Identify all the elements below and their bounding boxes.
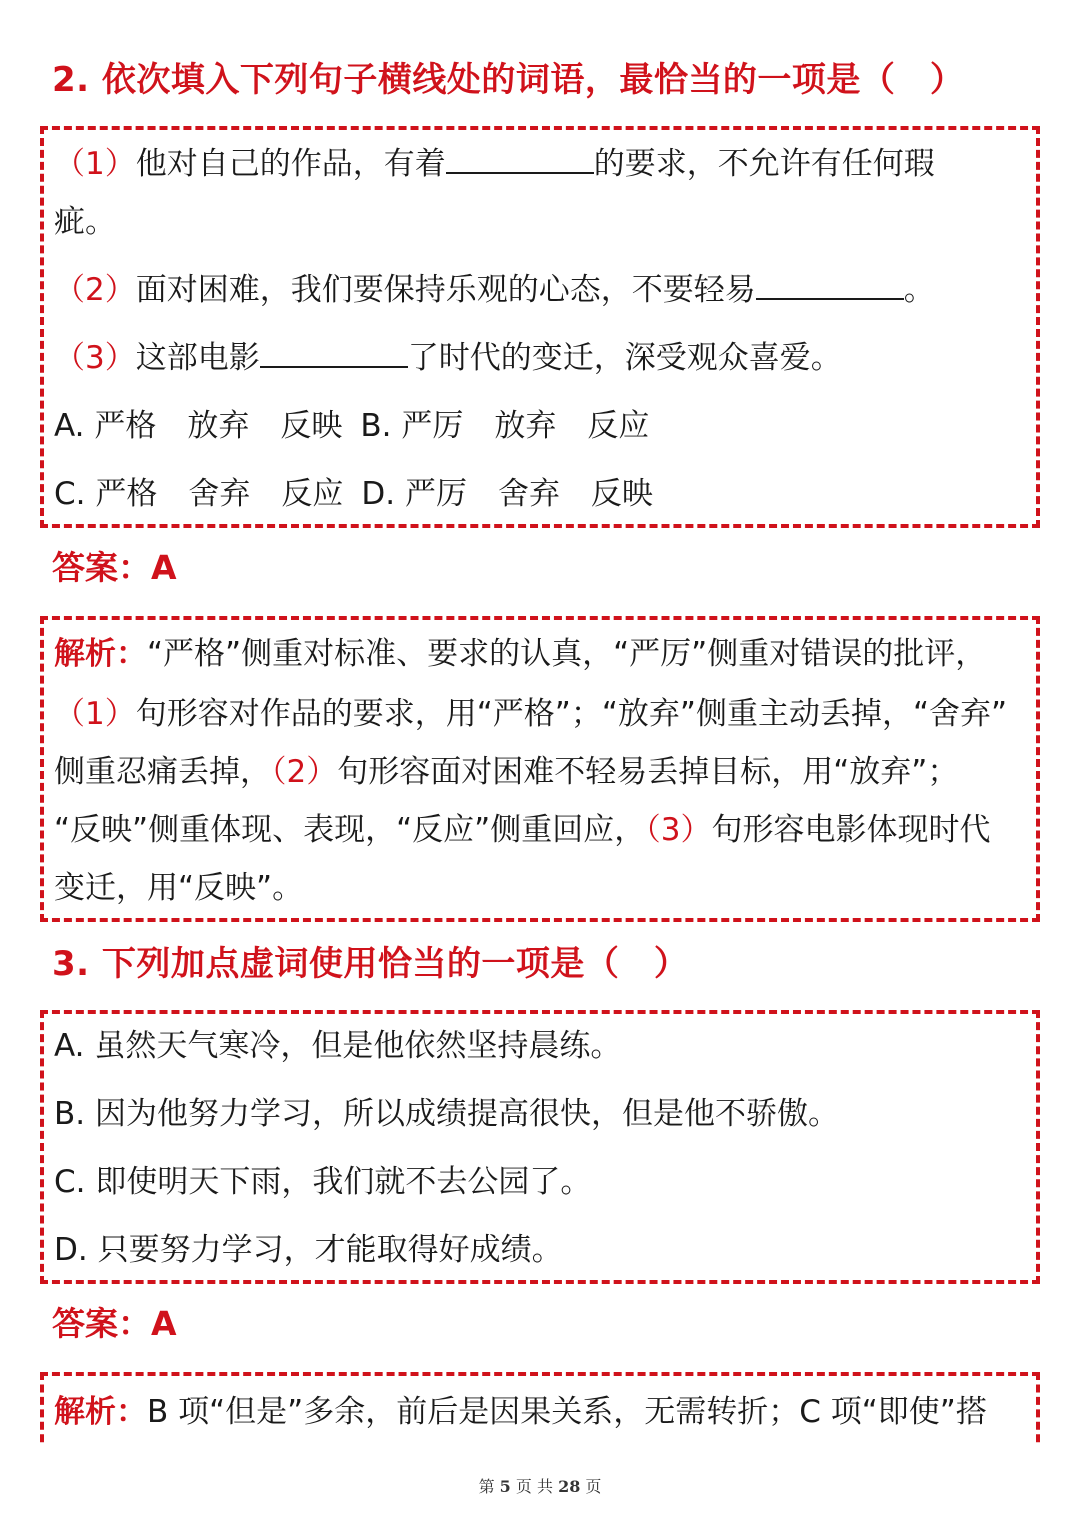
analysis-text-3b: 句形容面对困难不轻易丢掉目标，用“放弃”； <box>337 754 959 790</box>
question-3-answer: 答案：A <box>52 1304 177 1343</box>
q3-option-c: C. 即使明天下雨，我们就不去公园了。 <box>54 1164 592 1200</box>
question-2-title: 2. 依次填入下列句子横线处的词语，最恰当的一项是（ ） <box>52 60 965 100</box>
analysis-label: 解析： <box>54 636 147 672</box>
sentence-3-text-b: 了时代的变迁，深受观众喜爱。 <box>407 340 842 376</box>
analysis-line-1 <box>54 628 986 673</box>
blank-3 <box>260 338 408 368</box>
option-d: D. 严厉 舍弃 反映 <box>361 476 653 512</box>
options-row-1 <box>54 400 649 445</box>
option-b: B. 严厉 放弃 反应 <box>360 408 650 444</box>
analysis-text-4a: “反映”侧重体现、表现，“反应”侧重回应， <box>54 812 646 848</box>
sentence-2 <box>54 264 935 309</box>
question-3-title: 3. 下列加点虚词使用恰当的一项是（ ） <box>52 944 689 984</box>
analysis-line-5: 变迁，用“反映”。 <box>54 870 304 906</box>
blank-1 <box>446 144 594 174</box>
sentence-3 <box>54 332 842 377</box>
footer-suffix: 页 <box>580 1477 602 1496</box>
option-c: C. 严格 舍弃 反应 <box>54 476 344 512</box>
sentence-3-number: （3） <box>54 340 136 376</box>
sentence-1-number: （1） <box>54 146 136 182</box>
sentence-2-text-b: 。 <box>903 272 935 308</box>
sentence-2-number: （2） <box>54 272 136 308</box>
sentence-2-text-a: 面对困难，我们要保持乐观的心态，不要轻易 <box>135 272 756 308</box>
q3-option-d: D. 只要努力学习，才能取得好成绩。 <box>54 1232 563 1268</box>
q3-option-a: A. 虽然天气寒冷，但是他依然坚持晨练。 <box>54 1028 622 1064</box>
analysis-line-3 <box>54 746 958 791</box>
blank-2 <box>756 270 904 300</box>
footer-page-number: 5 <box>499 1477 511 1496</box>
analysis-text-3a: 侧重忍痛丢掉， <box>54 754 271 790</box>
footer-mid: 页 共 <box>510 1477 559 1496</box>
q3-analysis-line-1 <box>54 1386 987 1431</box>
question-2-box <box>40 126 1040 528</box>
footer-prefix: 第 <box>478 1477 500 1496</box>
analysis-line-4 <box>54 804 990 849</box>
q3-option-b: B. 因为他努力学习，所以成绩提高很快，但是他不骄傲。 <box>54 1096 839 1132</box>
analysis-text-4b: 句形容电影体现时代 <box>711 812 991 848</box>
analysis-line-2 <box>54 688 1007 733</box>
question-2-answer: 答案：A <box>52 548 177 587</box>
sentence-1 <box>54 138 935 183</box>
question-3-box <box>40 1010 1040 1284</box>
sentence-1-text-a: 他对自己的作品，有着 <box>135 146 446 182</box>
analysis-text-2: 句形容对作品的要求，用“严格”；“放弃”侧重主动丢掉，“舍弃” <box>135 696 1008 732</box>
question-2-analysis-box <box>40 616 1040 922</box>
sentence-3-text-a: 这部电影 <box>135 340 260 376</box>
analysis-number-2: （2） <box>271 754 338 790</box>
footer-total-pages: 28 <box>558 1477 581 1496</box>
analysis-text-1: “严格”侧重对标准、要求的认真，“严厉”侧重对错误的批评， <box>147 636 987 672</box>
q3-analysis-text-1: B 项“但是”多余，前后是因果关系，无需转折；C 项“即使”搭 <box>147 1394 987 1430</box>
option-a: A. 严格 放弃 反映 <box>54 408 343 444</box>
sentence-1-text-b: 的要求，不允许有任何瑕 <box>593 146 935 182</box>
sentence-1-continued: 疵。 <box>54 204 116 240</box>
analysis-number-3: （3） <box>645 812 712 848</box>
q3-analysis-label: 解析： <box>54 1394 147 1430</box>
analysis-number-1: （1） <box>54 696 136 732</box>
page-footer <box>0 1474 1080 1497</box>
options-row-2 <box>54 468 653 513</box>
